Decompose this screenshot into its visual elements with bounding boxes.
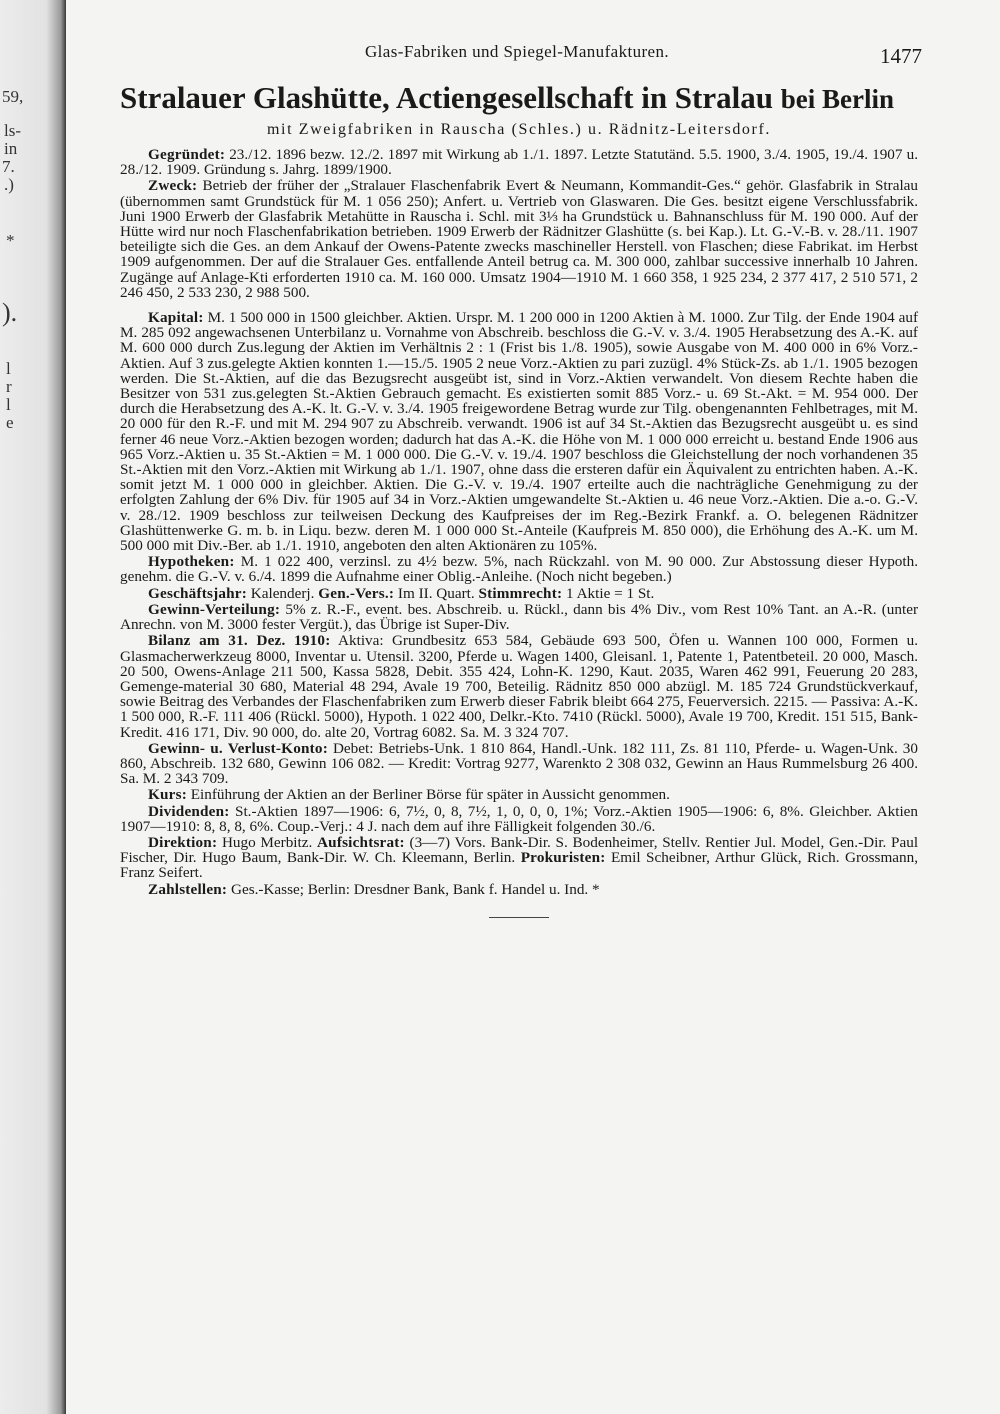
section-text: Aktiva: Grundbesitz 653 584, Gebäude 693 500, Öfen u. Wannen 100 000, Formen u. Glasmacherwerkzeug 8000, Inventar u. Utensil. 3200, Pferde u. Wagen 1400, Gleisanl. 1, Patente 1, Patentbeteil. 20 000, Masch. 20 500, Owens-Anlage 211 500, Kassa 5828, Debit. 355 424, Lohn-K. 1290, Kaut. 2035, Waren 462 991, Feuerung 20 283, Gemenge-material 30 680, Material 48 294, Avale 19 700, Beteilig. Rädnitz 850 000 abzügl. M. 185 724 Grundstückverkauf, sowie Beitrag des Verbandes der Flaschenfabriken zum Erwerb dieser Fabrik bleibt 664 275, Feuerversich. 2215. — Passiva: A.-K. 1 500 000, R.-F. 111 406 (Rückl. 5000), Hypoth. 1 022 400, Delkr.-Kto. 7410 (Rückl. 5000), Avale 19 700, Kredit. 151 515, Bank-Kredit. 416 171, Div. 90 000, do. alte 20, Vortrag 6082. Sa. M. 3 324 707.: [120, 632, 918, 741]
left-page-edge: [0, 0, 66, 1414]
section-divider: [489, 917, 549, 918]
section-label: Stimmrecht:: [478, 584, 563, 602]
section-founded: [120, 147, 918, 177]
company-location: bei Berlin: [780, 84, 894, 114]
section-label: Aufsichtsrat:: [317, 833, 405, 851]
section-label: Gen.-Vers.:: [318, 584, 395, 602]
section-management: [120, 835, 918, 881]
section-text: 23./12. 1896 bezw. 12./2. 1897 mit Wirkung ab 1./1. 1897. Letzte Statutänd. 5.5. 1900, 3./4. 1905, 19./4. 1907 u. 28./12. 1909. Gründung s. Jahrg. 1899/1900.: [120, 146, 918, 179]
gutter-fragment: ).: [2, 298, 18, 327]
gutter-fragment: l: [6, 359, 11, 378]
section-purpose: [120, 178, 918, 300]
section-label: Kapital:: [148, 309, 204, 327]
gutter-fragment: in: [4, 139, 18, 158]
running-head: Glas-Fabriken und Spiegel-Manufakturen.: [365, 42, 670, 61]
section-text: 5% z. R.-F., event. bes. Abschreib. u. Rückl., dann bis 4% Div., vom Rest 10% Tant. an A.-R. (unter Anrechn. von M. 3000 fester Vergüt.), das Übrige ist Super-Div.: [120, 600, 918, 634]
section-text: St.-Aktien 1897—1906: 6, 7½, 0, 8, 7½, 1, 0, 0, 0, 1%; Vorz.-Aktien 1905—1906: 6, 8%. Gleichber. Aktien 1907—1910: 8, 8, 8, 6%. Coup.-Verj.: 4 J. nach dem auf ihre Fälligkeit folgenden 30./6.: [120, 802, 919, 835]
page-number: 1477: [880, 44, 922, 68]
gutter-fragment: 7.: [2, 157, 15, 176]
gutter-fragment: r: [6, 377, 12, 396]
section-label: Zweck:: [148, 177, 198, 195]
section-balance-sheet: [120, 633, 918, 739]
section-label: Kurs:: [148, 786, 187, 804]
company-subtitle: mit Zweigfabriken in Rauscha (Schles.) u. Rädnitz-Leitersdorf.: [267, 121, 771, 138]
gutter-fragment: l: [6, 395, 11, 414]
section-capital: [120, 310, 918, 553]
section-text: Emil Scheibner, Arthur Glück, Rich. Grossmann, Franz Seifert.: [120, 849, 918, 882]
section-mortgages: [120, 554, 918, 584]
gutter-fragment: e: [6, 413, 14, 432]
section-profit-loss: [120, 741, 918, 787]
section-quotation: [120, 787, 918, 802]
section-text: Ges.-Kasse; Berlin: Dresdner Bank, Bank f. Handel u. Ind. *: [230, 880, 600, 898]
section-label: Dividenden:: [148, 802, 230, 820]
article: [120, 80, 918, 918]
page-header: [120, 40, 922, 70]
gutter-fragment: ls-: [4, 121, 21, 140]
section-label: Direktion:: [148, 833, 218, 851]
gutter-fragment: 59,: [2, 87, 24, 106]
section-label: Gewinn- u. Verlust-Konto:: [148, 739, 328, 757]
section-text: Hugo Merbitz.: [221, 833, 313, 851]
section-text: (3—7) Vors. Bank-Dir. S. Bodenheimer, Stellv. Rentier Jul. Model, Gen.-Dir. Paul Fischer, Dir. Hugo Baum, Bank-Dir. W. Ch. Kleemann, Berlin.: [120, 833, 919, 867]
section-text: Einführung der Aktien an der Berliner Börse für später in Aussicht genommen.: [190, 786, 670, 804]
section-label: Bilanz am 31. Dez. 1910:: [148, 632, 331, 650]
section-fiscal-year: [120, 586, 918, 601]
section-text: Im II. Quart.: [397, 584, 475, 602]
section-label: Geschäftsjahr:: [148, 584, 247, 602]
gutter-fragment: *: [6, 231, 15, 250]
section-text: Betrieb der früher der „Stralauer Flaschenfabrik Evert & Neumann, Kommandit-Ges.“ gehör. Glasfabrik in Stralau (übernommen samt Grundstück für M. 1 056 250); Anfert. u. Vertrieb von Glaswaren. Die Ges. besitzt eigene Verschlussfabrik. Juni 1900 Erwerb der Glasfabrik Metahütte in Rauscha i. Schl. mit 3⅓ ha Grundstück u. Bahnanschluss für M. 190 000. Auf der Hütte wird nur noch Flaschenfabrikation betrieben. 1909 Erwerb der Rädnitzer Glashütte (s. bei Kap.). Lt. G.-V.-B. v. 28./11. 1907 beteiligte sich die Ges. an dem Ankauf der Owens-Patente zwecks maschineller Herstell. von Flaschen; diese Fabrikat. im Herbst 1909 aufgenommen. Der auf die Stralauer Ges. entfallende Anteil betrug ca. M. 300 000, zahlbar successive innerhalb 10 Jahren. Zugänge auf Anlage-Kti erforderten 1910 ca. M. 160 000. Umsatz 1904—1910 M. 1 660 358, 1 925 234, 2 377 417, 2 510 571, 2 246 450, 2 533 230, 2 988 500.: [120, 177, 919, 301]
section-text: M. 1 500 000 in 1500 gleichber. Aktien. Urspr. M. 1 200 000 in 1200 Aktien à M. 1000. Zur Tilg. der Ende 1904 auf M. 285 092 angewachsenen Unterbilanz u. Vornahme von Abschreib. beschloss die G.-V. v. 3./4. 1905 Herabsetzung des A.-K. auf M. 600 000 durch Zus.legung der Aktien im Verhältnis 2 : 1 (Frist bis 1./8. 1905), sowie Ausgabe von M. 400 000 in 6% Vorz.-Aktien. Auf 3 zus.gelegte Aktien konnten 1.—15./5. 1905 2 neue Vorz.-Aktien zu pari zuzügl. 4% Stück-Zs. ab 1./1. 1905 bezogen werden. Die St.-Aktien, auf die das Bezugsrecht ausgeübt ist, sind in Vorz.-Aktien verwandelt. Von diesem Rechte haben die Besitzer von 531 zus.gelegten St.-Aktien Gebrauch gemacht. Es existierten somit 885 Vorz.- u. 69 St.-Akt. = M. 954 000. Der durch die Herabsetzung des A.-K. lt. G.-V. v. 3./4. 1905 freigewordene Betrag wurde zur Tilg. obengenannten Fehlbetrages, mit M. 20 000 für den R.-F. und mit M. 294 907 zu Abschreib. verwandt. 1906 ist auf 34 St.-Aktien das Bezugsrecht ausgeübt u. es sind ferner 46 neue Vorz.-Aktien bezogen worden; dadurch hat das A.-K. die Höhe von M. 1 000 000 erreicht u. bestand Ende 1906 aus 965 Vorz.-Aktien u. 35 St.-Aktien = M. 1 000 000. Die G.-V. v. 19./4. 1907 beschloss die Gleichstellung der noch vorhandenen 35 St.-Aktien mit den Vorz.-Aktien mit Wirkung ab 1./1. 1907, ohne dass die ersteren dafür ein Äquivalent zu entrichten haben. A.-K. somit jetzt M. 1 000 000 in gleichber. Aktien. Die G.-V. v. 19./4. 1907 erteilte auch die nachträgliche Genehmigung zu der erfolgten Zahlung der 6% Div. für 1905 auf 34 in Vorz.-Aktien umgewandelte St.-Aktien u. 46 neue Vorz.-Aktien. Die a.-o. G.-V. v. 28./12. 1909 beschloss zur teilweisen Deckung des Kaufpreises der im Reg.-Bezirk Frankf. a. O. belegenen Rädnitzer Glashüttenwerke G. m. b. in Liqu. bezw. deren M. 1 000 000 St.-Anteile (Kaufpreis M. 850 000), die Erhöhung des A.-K. um M. 500 000 mit Div.-Ber. ab 1./1. 1910, angeboten den alten Aktionären zu 105%.: [120, 309, 918, 555]
section-label: Hypotheken:: [148, 553, 235, 571]
section-text: M. 1 022 400, verzinsl. zu 4½ bezw. 5%, nach Rückzahl. von M. 90 000. Zur Abstossung dieser Hypoth. genehm. die G.-V. v. 6./4. 1899 die Aufnahme einer Oblig.-Anleihe. (Noch nicht begeben.): [120, 553, 919, 586]
section-label: Gegründet:: [148, 146, 226, 163]
company-name: Stralauer Glashütte, Actiengesellschaft in Stralau: [120, 80, 773, 115]
company-title: [120, 80, 918, 117]
section-paying-agents: [120, 882, 918, 897]
section-text: Debet: Betriebs-Unk. 1 810 864, Handl.-Unk. 182 111, Zs. 81 110, Pferde- u. Wagen-Unk. 30 860, Abschreib. 132 680, Gewinn 106 082. — Kredit: Vortrag 9277, Warenkto 2 308 032, Gewinn an Haus Rummelsburg 26 400. Sa. M. 2 343 709.: [120, 739, 918, 788]
section-text: Kalenderj.: [250, 584, 315, 602]
section-label: Zahlstellen:: [148, 880, 228, 898]
section-text: 1 Aktie = 1 St.: [566, 584, 655, 602]
section-label: Prokuristen:: [520, 849, 606, 867]
gutter-fragment: .): [4, 175, 14, 194]
section-label: Gewinn-Verteilung:: [148, 600, 281, 618]
section-dividends: [120, 804, 918, 834]
section-profit-distribution: [120, 602, 918, 632]
